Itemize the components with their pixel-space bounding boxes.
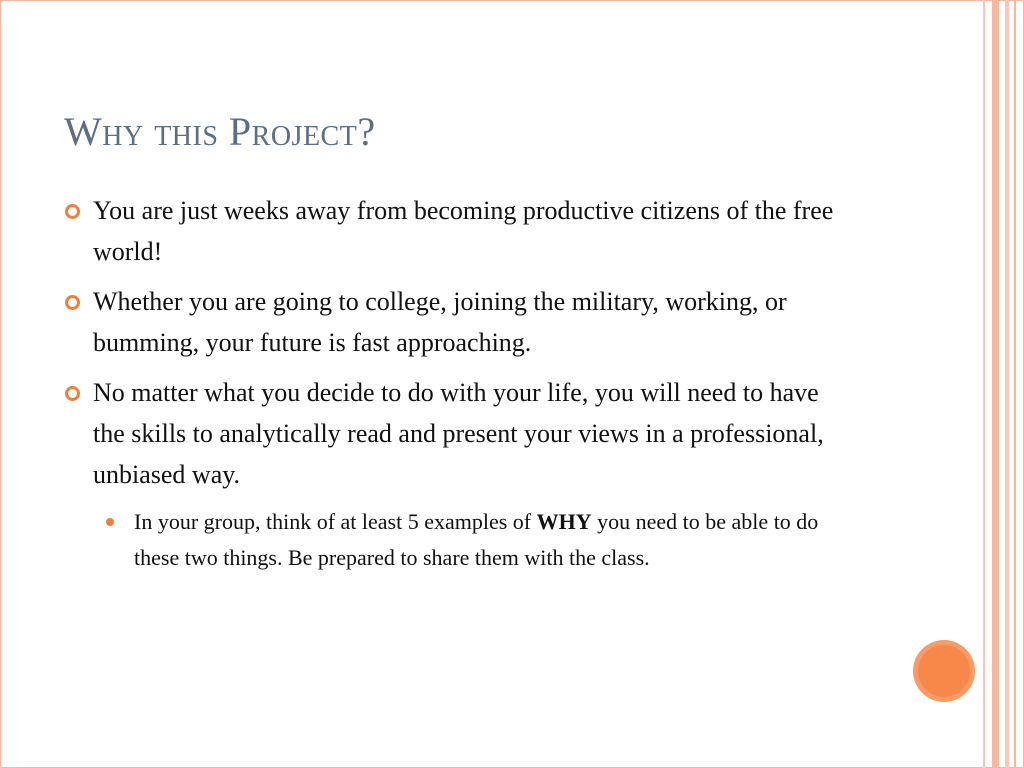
decorative-stripe (1014, 0, 1016, 768)
hollow-circle-icon (65, 204, 80, 219)
hollow-circle-icon (65, 295, 80, 310)
decorative-stripe (983, 0, 985, 768)
bullet-text: No matter what you decide to do with your life, you will need to have the skills to analytically read and present your views in a professional, unbiased way. (93, 378, 824, 489)
bullet-text: Whether you are going to college, joining the military, working, or bumming, your future is fast approaching. (93, 287, 787, 357)
decorative-stripe (992, 0, 999, 768)
orange-circle-icon (913, 640, 975, 702)
bullet-text: You are just weeks away from becoming productive citizens of the free world! (93, 196, 834, 266)
orange-circle-inner (918, 645, 970, 697)
hollow-circle-icon (65, 386, 80, 401)
bullet-item (64, 281, 854, 363)
bullet-item (64, 190, 854, 272)
sub-bullet-item (134, 504, 854, 576)
bullet-item (64, 372, 854, 495)
sub-bullet-text-before: In your group, think of at least 5 examples of (134, 509, 537, 534)
filled-dot-icon (106, 518, 114, 526)
decorative-stripe (1005, 0, 1009, 768)
slide-title: Why this Project? (64, 109, 376, 154)
bullet-list (64, 190, 854, 576)
sub-bullet-emphasis: WHY (536, 509, 592, 534)
sub-bullet-text-after: you need to be able to do these two things. Be prepared to share them with the class. (134, 509, 819, 570)
